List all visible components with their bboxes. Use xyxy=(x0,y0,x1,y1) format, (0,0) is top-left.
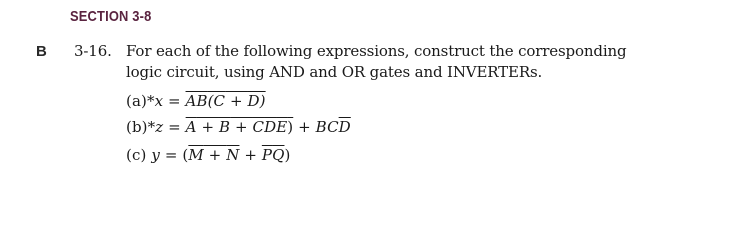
expression-c-term-m: M xyxy=(188,146,204,164)
expression-b-term-b: B xyxy=(218,118,231,136)
expression-a-complemented-term xyxy=(186,92,266,110)
expression-b-term-d: D xyxy=(264,118,277,136)
expression-b-term-de xyxy=(264,118,287,136)
expression-c-term-n: N xyxy=(226,146,240,164)
expression-b-equals: = xyxy=(163,118,186,136)
expression-a-term-ab: AB xyxy=(185,92,208,110)
expression-b-plus-1: + xyxy=(196,118,219,136)
section-heading: SECTION 3-8 xyxy=(70,8,152,25)
expression-b-close-paren: ) xyxy=(287,118,294,136)
expression-a-label: (a)* xyxy=(126,92,155,110)
expression-c-complemented-sum xyxy=(188,146,239,164)
expression-c-equals: = xyxy=(159,146,183,164)
expression-b xyxy=(126,118,351,136)
expression-b-term-a: A xyxy=(185,118,197,136)
expression-c-term-q: Q xyxy=(272,146,285,164)
expression-b-term-d2: $\overline{D}$ xyxy=(338,118,351,136)
expression-a xyxy=(126,92,266,110)
expression-b-term-c2: C xyxy=(327,118,339,136)
expression-a-variable: x xyxy=(154,92,164,110)
expression-a-term-d: D) xyxy=(247,92,266,110)
expression-c-plus-2: + xyxy=(239,146,262,164)
expression-c-label: (c) xyxy=(126,146,147,164)
expression-c-term-p: P xyxy=(261,146,273,164)
expression-c-plus-1: + xyxy=(203,146,227,164)
problem-statement-line-2: logic circuit, using AND and OR gates and INVERTERs. xyxy=(126,63,543,81)
expression-b-term-e: E xyxy=(276,118,288,136)
expression-b-complemented-term xyxy=(186,118,294,136)
expression-c-term-pq xyxy=(262,146,285,164)
expression-a-term-c: (C xyxy=(207,92,226,110)
expression-a-equals: = xyxy=(163,92,186,110)
expression-c xyxy=(126,146,290,164)
expression-b-term-b2: B xyxy=(315,118,328,136)
difficulty-level-tag: B xyxy=(36,43,47,60)
problem-number: 3-16. xyxy=(74,42,112,60)
expression-c-close-paren: ) xyxy=(284,146,291,164)
expression-b-plus-3: + xyxy=(293,118,316,136)
expression-b-variable: z xyxy=(155,118,164,136)
problem-statement-line-1: For each of the following expressions, construct the corresponding xyxy=(126,42,627,60)
expression-a-plus: + xyxy=(225,92,248,110)
expression-b-label: (b)* xyxy=(126,118,156,136)
expression-c-variable: y xyxy=(151,146,160,164)
expression-b-plus-2: + xyxy=(230,118,253,136)
expression-b-term-c: C xyxy=(252,118,265,136)
expression-c-open-paren: ( xyxy=(182,146,189,164)
